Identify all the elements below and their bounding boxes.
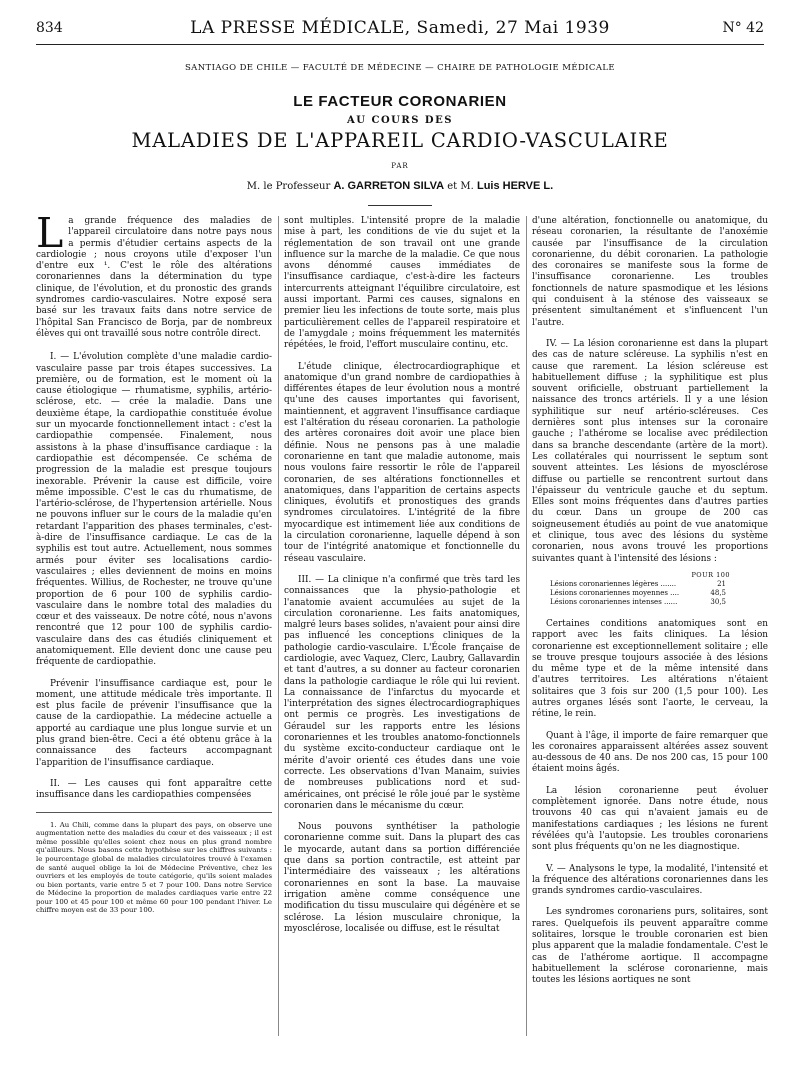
paragraph: d'une altération, fonctionnelle ou anatomique, du réseau coronarien, la résultante de l'anoxémie causée par l'insuffisance de la circulation coronarienne, du débit coronarien. La pathologie des coronaires se manifeste sous la forme de l'insuffisance coronarienne. Les troubles fonctionnels de nature spasmodique et les lésions qui conduisent à la sténose des vaisseaux se présentent simultanément et s'influencent l'un l'autre. — [532, 216, 768, 328]
section-5-paragraph: V. — Analysons le type, la modalité, l'intensité et la fréquence des altérations coronariennes dans les grands syndromes cardio-vasculaires. — [532, 863, 768, 897]
article-title-main: MALADIES DE L'APPAREIL CARDIO-VASCULAIRE — [131, 129, 669, 152]
table-row — [532, 580, 768, 589]
footnote — [36, 812, 272, 916]
paragraph: La lésion coronarienne peut évoluer complètement ignorée. Dans notre étude, nous trouvons 40 cas qui n'avaient jamais eu de manifestations cardiaques ; les lésions ne furent révélées qu'à l'autopsie. Les troubles coronariens sont plus fréquents qu'on ne les diagnostique. — [532, 785, 768, 853]
intro-text: a grande fréquence des maladies de l'appareil circulatoire dans notre pays nous a permis d'étudier certains aspects de la cardiologie ; nous croyons utile d'exposer l'un d'entre eux ¹. C'est le rôle des altérations coronariennes dans la détermination du type clinique, de l'évolution, et du pronostic des grands syndromes cardio-vasculaires. Notre exposé sera basé sur les travaux faits dans notre service de l'hôpital San Francisco de Borja, par de nombreux élèves qui ont travaillé sous notre contrôle direct. — [36, 216, 272, 339]
section-3-paragraph: III. — La clinique n'a confirmé que très tard les connaissances que la physio-pathologie et l'anatomie avaient accumulées au sujet de la circulation coronarienne. Les faits anatomiques, malgré leurs bases solides, n'avaient pour ainsi dire pas influencé les conceptions cliniques de la pathologie cardio-vasculaire. L'École française de cardiologie, avec Vaquez, Clerc, Laubry, Gallavardin et tant d'autres, a su donner au facteur coronarien dans la pathologie cardiaque le rôle qui lui revient. La connaissance de l'infarctus du myocarde et l'interprétation des signes électrocardiographiques ont permis ce progrès. Les investigations de Géraudel sur les rapports entre les lésions coronariennes et les troubles anatomo-fonctionnels du système excito-conducteur cardiaque ont le mérite d'avoir orienté ces études dans une voie correcte. Les observations d'Ivan Manaim, suivies de nombreuses publications nord et sud-américaines, ont précisé le rôle joué par le système coronarien dans le mécanisme du cœur. — [284, 574, 520, 811]
lesion-intensity-table — [532, 571, 768, 607]
running-header — [36, 18, 764, 44]
by-line-par: PAR — [391, 162, 409, 170]
paragraph: Nous pouvons synthétiser la pathologie coronarienne comme suit. Dans la plupart des cas le myocarde, autant dans sa portion différenciée que dans sa portion contractile, est atteint par l'intermédiaire des vaisseaux ; les altérations coronariennes en sont la base. La mauvaise irrigation amène comme conséquence une modification du tissu musculaire qui dégénère et se sclérose. La lésion musculaire chronique, la myosclérose, localisée ou diffuse, est le résultat — [284, 822, 520, 934]
article-title-connector: AU COURS DES — [347, 115, 453, 126]
paragraph: Prévenir l'insuffisance cardiaque est, pour le moment, une attitude médicale très importante. Il est plus facile de prévenir l'insuffisance que la cause de la cardiopathie. La médecine actuelle a apporté au cardiaque une plus longue survie et un plus grand bien-être. Ceci a été obtenu grâce à la connaissance des facteurs accompagnant l'apparition de l'insuffisance cardiaque. — [36, 678, 272, 768]
section-4-paragraph: IV. — La lésion coronarienne est dans la plupart des cas de nature scléreuse. La syphilis n'est en cause que rarement. La lésion scléreuse est habituellement diffuse ; la syphilitique est plus souvent orificielle, obstruant partiellement la naissance des troncs artériels. Il y a une lésion syphilitique sur neuf artério-scléreuses. Ces dernières sont plus intenses sur la coronaire gauche ; l'athérome se localise avec prédilection dans sa branche descendante (artère de la mort). Les collatérales qui nourrissent le septum sont souvent atteintes. Les lésions de myosclérose diffuse ou partielle se rencontrent surtout dans l'épaisseur du ventricule gauche et du septum. Elles sont moins fréquentes dans d'autres parties du cœur. Dans un groupe de 200 cas soigneusement étudiés au point de vue anatomique et clinique, tous avec des lésions du système coronarien, nous avons trouvé les proportions suivantes quant à l'intensité des lésions : — [532, 338, 768, 564]
section-1-paragraph: I. — L'évolution complète d'une maladie cardio-vasculaire passe par trois étapes successives. La première, ou de formation, est le moment où la cause étiologique — rhumatisme, syphilis, artério-sclérose, etc. — crée la maladie. Dans une deuxième étape, la cardiopathie constituée évolue sur un myocarde fonctionnellement intact : c'est la cardiopathie compensée. Finalement, nous assistons à la phase d'insuffisance cardiaque : la cardiopathie est décompensée. Ce schéma de progression de la maladie est presque toujours inexorable. Prévenir la cause est difficile, voire même impossible. C'est le cas du rhumatisme, de l'artério-sclérose, de l'hypertension artérielle. Nous ne pouvons influer sur le cours de la maladie qu'en retardant l'apparition des phases terminales, c'est-à-dire de l'insuffisance cardiaque. Le cas de la syphilis est tout autre. Actuellement, nous sommes armés pour éviter ses localisations cardio-vasculaires ; elles deviennent de moins en moins fréquentes. Willius, de Rochester, ne trouve qu'une proportion de 6 pour 100 de syphilis cardio-vasculaire dans le nombre total des maladies du cœur et des vaisseaux. De notre côté, nous n'avons rencontré que 12 pour 100 de syphilis cardio-vasculaire dans des cas étudiés cliniquement et anatomiquement. Elle devient donc une cause peu fréquente de cardiopathie. — [36, 352, 272, 668]
paragraph: L'étude clinique, électrocardiographique et anatomique d'un grand nombre de cardiopathies à différentes étapes de leur évolution nous a montré qu'une des causes importantes qui favorisent, maintiennent, et aggravent l'insuffisance cardiaque est l'altération du réseau coronarien. La pathologie des artères coronaires doit avoir une place bien définie. Nous ne pensons pas à une maladie coronarienne en tant que maladie autonome, mais nous voulons faire ressortir le rôle de l'appareil coronarien, de ses altérations fonctionnelles et anatomiques, dans l'apparition de certains aspects cliniques, évolutifs et pronostiques des grands syndromes circulatoires. L'intégrité de la fibre myocardique est intimement liée aux conditions de la circulation coronarienne, laquelle dépend à son tour de l'intégrité anatomique et fonctionnelle du réseau vasculaire. — [284, 361, 520, 564]
paragraph: sont multiples. L'intensité propre de la maladie mise à part, les conditions de vie du sujet et la réglementation de son travail ont une grande influence sur la marche de la maladie. Ce que nous avons dénommé causes immédiates de l'insuffisance cardiaque, c'est-à-dire les facteurs intercurrents atteignant l'équilibre circulatoire, est aussi important. Parmi ces causes, signalons en premier lieu les infections de toute sorte, mais plus particulièrement celles de l'appareil respiratoire et de l'amygdale ; moins fréquemment les maternités répétées, le froid, l'effort musculaire continu, etc. — [284, 216, 520, 351]
paragraph: Les syndromes coronariens purs, solitaires, sont rares. Quelquefois ils peuvent apparaître comme solitaires, lorsque le trouble coronarien est bien plus apparent que la maladie fondamentale. C'est le cas de l'athérome aortique. Il accompagne habituellement la sclérose coronarienne, mais toutes les lésions aortiques ne sont — [532, 907, 768, 986]
table-row-label: Lésions coronariennes intenses ...... — [550, 597, 678, 606]
table-row-label: Lésions coronariennes moyennes .... — [550, 588, 680, 597]
table-row — [532, 598, 768, 607]
title-separator — [368, 205, 432, 206]
text-column-3 — [532, 216, 768, 997]
text-column-1 — [36, 209, 272, 915]
institution-line: SANTIAGO DE CHILE — FACULTÉ DE MÉDECINE — CHAIRE DE PATHOLOGIE MÉDICALE — [184, 63, 616, 73]
text-column-2 — [284, 216, 520, 945]
table-row-value: 30,5 — [710, 597, 726, 606]
paragraph: Quant à l'âge, il importe de faire remarquer que les coronaires apparaissent altérées assez souvent au-dessous de 40 ans. De nos 200 cas, 15 pour 100 étaient moins âgés. — [532, 730, 768, 775]
author1-name: A. GARRETON SILVA — [333, 180, 445, 192]
drop-cap: L — [36, 209, 64, 257]
table-header: POUR 100 — [691, 570, 730, 579]
journal-title: LA PRESSE MÉDICALE, Samedi, 27 Mai 1939 — [190, 18, 610, 38]
footnote-text: 1. Au Chili, comme dans la plupart des pays, on observe une augmentation nette des maladies du cœur et des vaisseaux ; il est même possible qu'elles soient chez nous en plus grand nombre qu'ailleurs. Nous basons cette hypothèse sur les chiffres suivants : le pourcentage global de maladies circulatoires trouvé à l'examen de santé auquel oblige la loi de Médecine Préventive, chez les ouvriers et les employés de toute catégorie, qu'ils soient malades ou bien portants, varie entre 5 et 7 pour 100. Dans notre Service de Médecine la proportion de malades cardiaques varie entre 22 pour 100 et 45 pour 100 et même 60 pour 100 pendant l'hiver. Le chiffre moyen est de 33 pour 100. — [36, 820, 272, 915]
table-row — [532, 589, 768, 598]
author1-prefix: M. le Professeur — [246, 181, 331, 192]
header-rule — [36, 44, 764, 45]
author2-name: Luis HERVE L. — [476, 180, 554, 192]
article-title: LE FACTEUR CORONARIEN — [293, 93, 507, 110]
paragraph: Certaines conditions anatomiques sont en rapport avec les faits cliniques. La lésion coronarienne est exceptionnellement solitaire ; elle se trouve presque toujours associée à des lésions du même type et de la même intensité dans d'autres territoires. Les altérations n'étaient solitaires que 3 fois sur 200 (1,5 pour 100). Les autres organes lésés sont l'aorte, le cerveau, la rétine, le rein. — [532, 618, 768, 720]
table-row-label: Lésions coronariennes légères ....... — [550, 579, 677, 588]
column-divider — [526, 216, 527, 1036]
author-connector: et M. — [447, 181, 474, 192]
intro-paragraph — [36, 209, 272, 340]
table-row-value: 48,5 — [710, 588, 726, 597]
page-number: 834 — [36, 20, 63, 36]
authors-line — [0, 180, 800, 192]
issue-number: N° 42 — [722, 20, 764, 36]
column-divider — [278, 216, 279, 1036]
table-row-value: 21 — [717, 579, 726, 588]
section-2-paragraph: II. — Les causes qui font apparaître cette insuffisance dans les cardiopathies compensées — [36, 778, 272, 801]
